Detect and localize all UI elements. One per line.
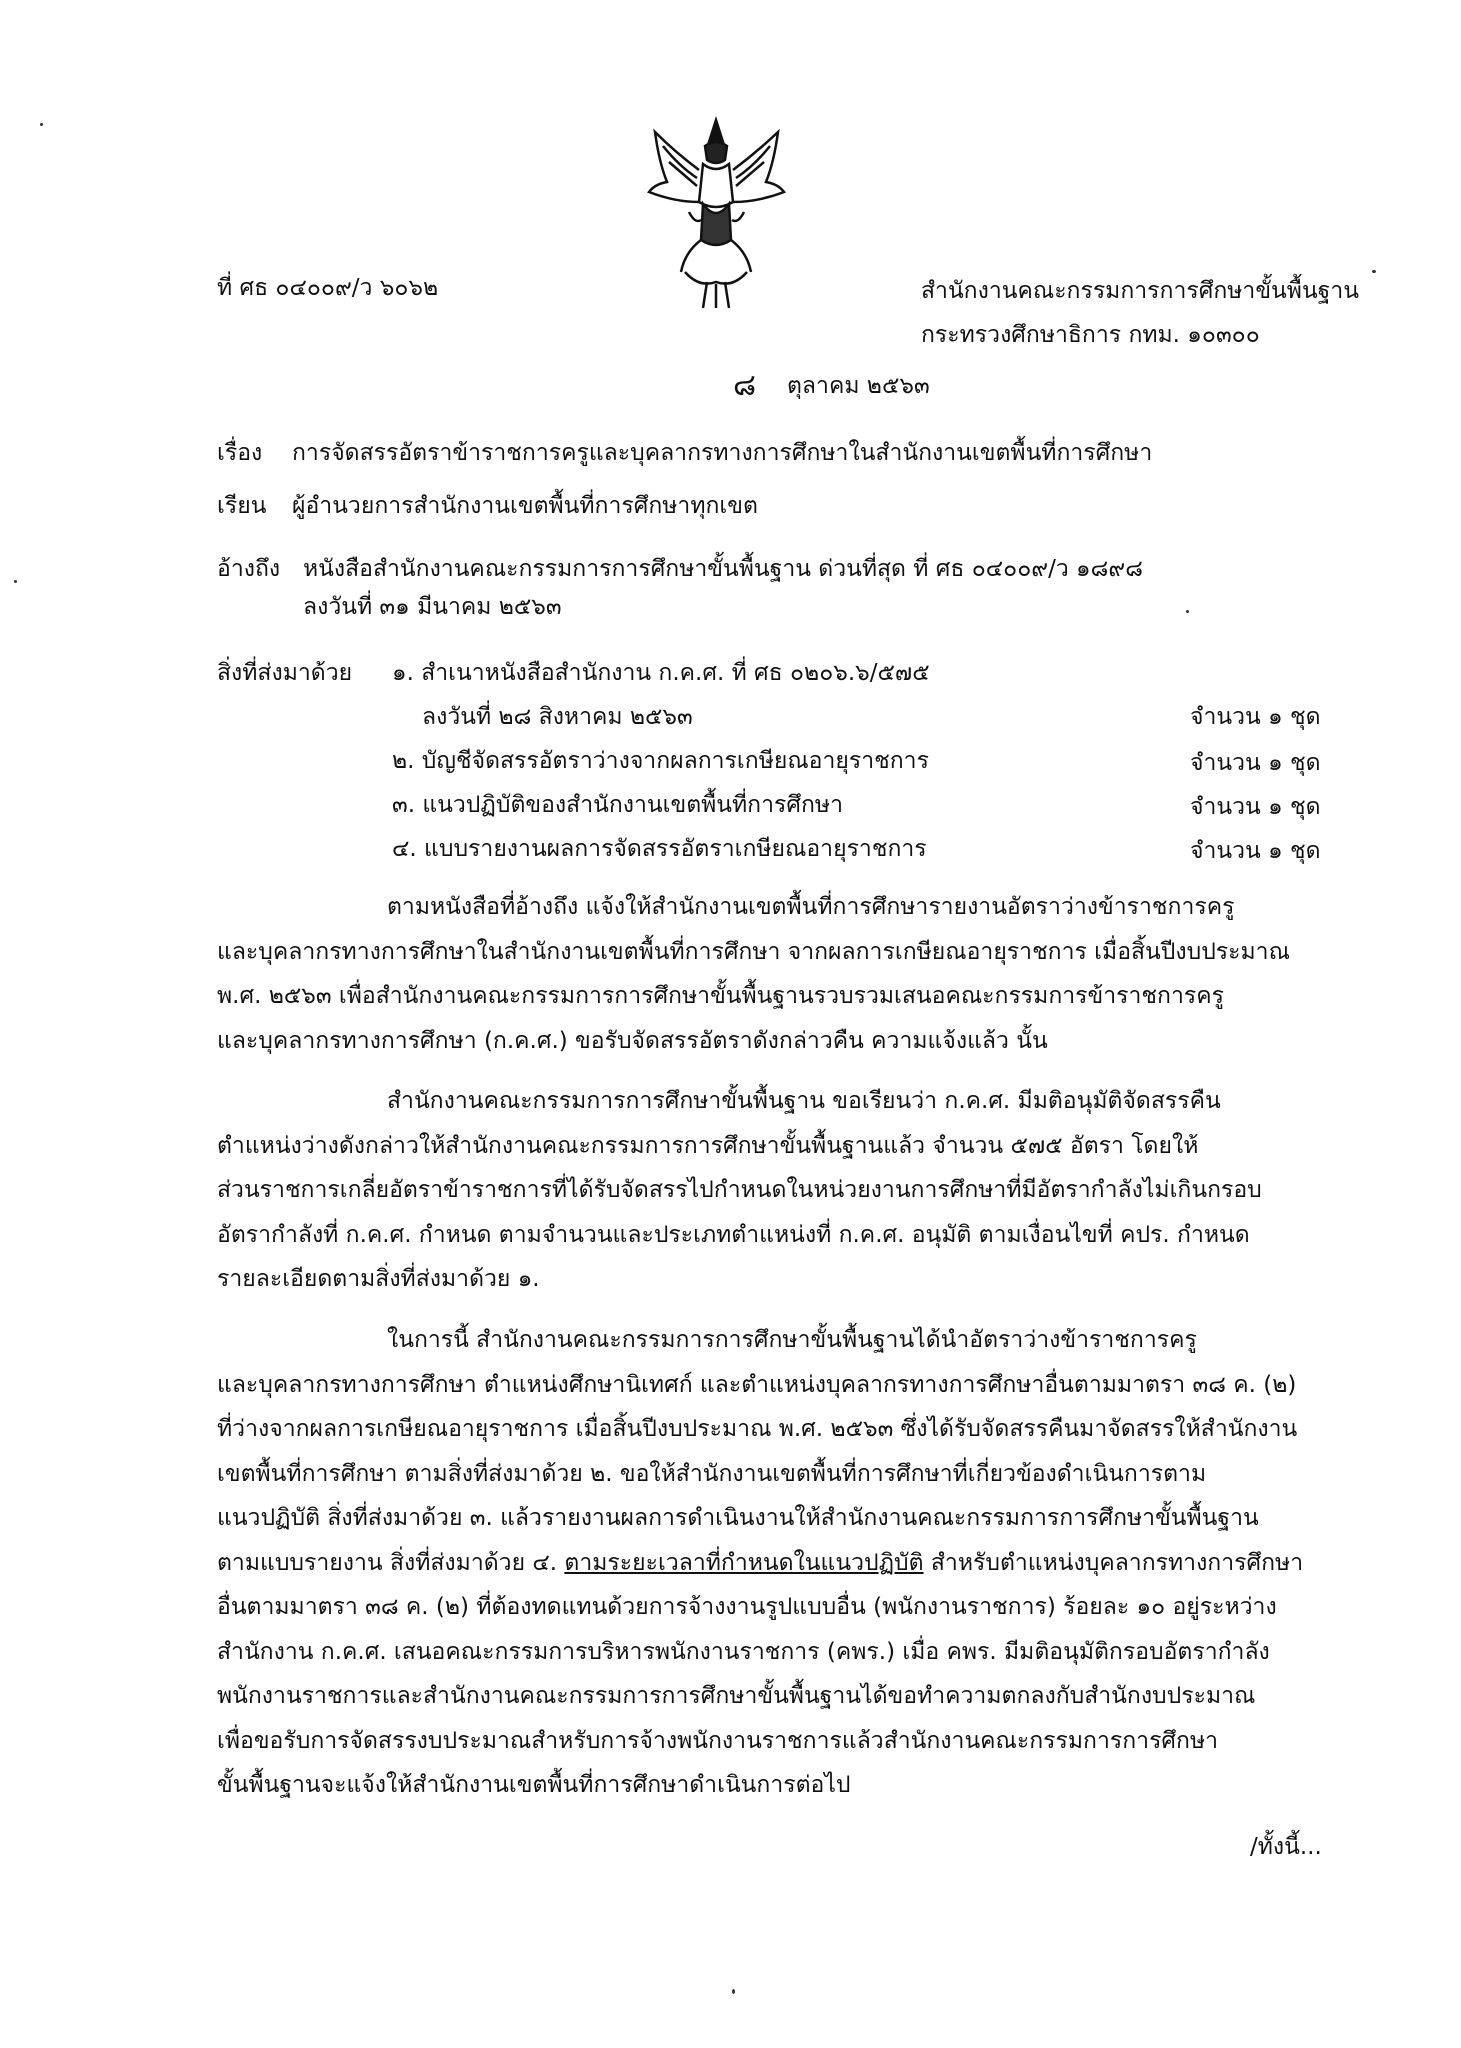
paragraph-2 <box>217 1079 1332 1302</box>
scan-speck <box>1186 610 1189 613</box>
to-label: เรียน <box>217 493 267 519</box>
paragraph-3-line: ที่ว่างจากผลการเกษียณอายุราชการ เมื่อสิ้นปีงบประมาณ พ.ศ. ๒๕๖๓ ซึ่งได้รับจัดสรรคืนมาจัดสรรให้สำนักงาน <box>217 1416 1298 1442</box>
enclosure-item-3-qty: จำนวน ๑ ชุด <box>1190 794 1321 820</box>
paragraph-3-line: พนักงานราชการและสำนักงานคณะกรรมการการศึกษาขั้นพื้นฐานได้ขอทำความตกลงกับสำนักงบประมาณ <box>217 1683 1256 1709</box>
reference-line2: ลงวันที่ ๓๑ มีนาคม ๒๕๖๓ <box>303 594 562 620</box>
enclosure-item-2-qty: จำนวน ๑ ชุด <box>1190 750 1321 776</box>
scan-speck <box>732 1989 735 1994</box>
to-text: ผู้อำนวยการสำนักงานเขตพื้นที่การศึกษาทุกเขต <box>292 493 758 519</box>
paragraph-3-line: แนวปฏิบัติ สิ่งที่ส่งมาด้วย ๓. แล้วรายงานผลการดำเนินงานให้สำนักงานคณะกรรมการการศึกษาขั้นพื้นฐาน <box>217 1505 1259 1531</box>
paragraph-1-line: ตามหนังสือที่อ้างถึง แจ้งให้สำนักงานเขตพื้นที่การศึกษารายงานอัตราว่างข้าราชการครู <box>387 894 1235 920</box>
paragraph-1 <box>217 885 1332 1063</box>
enclosure-item-3: ๓. แนวปฏิบัติของสำนักงานเขตพื้นที่การศึกษา <box>392 792 843 818</box>
continuation-marker: /ทั้งนี้... <box>1250 1834 1322 1860</box>
scan-speck <box>40 123 43 126</box>
enclosure-item-1-qty: จำนวน ๑ ชุด <box>1190 704 1321 730</box>
paragraph-3-line: อื่นตามมาตรา ๓๘ ค. (๒) ที่ต้องทดแทนด้วยการจ้างงานรูปแบบอื่น (พนักงานราชการ) ร้อยละ ๑๐ อยู่ระหว่าง <box>217 1594 1277 1620</box>
date-day: ๘ <box>733 368 757 403</box>
paragraph-1-line: พ.ศ. ๒๕๖๓ เพื่อสำนักงานคณะกรรมการการศึกษาขั้นพื้นฐานรวบรวมเสนอคณะกรรมการข้าราชการครู <box>217 983 1224 1009</box>
enclosures-label: สิ่งที่ส่งมาด้วย <box>217 660 353 686</box>
paragraph-2-line: สำนักงานคณะกรรมการการศึกษาขั้นพื้นฐาน ขอเรียนว่า ก.ค.ศ. มีมติอนุมัติจัดสรรคืน <box>387 1088 1221 1114</box>
garuda-emblem-icon <box>645 112 788 312</box>
subject-text: การจัดสรรอัตราข้าราชการครูและบุคลากรทางการศึกษาในสำนักงานเขตพื้นที่การศึกษา <box>292 440 1153 466</box>
p3-underlined-deadline: ตามระยะเวลาที่กำหนดในแนวปฏิบัติ <box>564 1549 924 1576</box>
paragraph-3-line: สำนักงาน ก.ค.ศ. เสนอคณะกรรมการบริหารพนักงานราชการ (คพร.) เมื่อ คพร. มีมติอนุมัติกรอบอัตรากำลัง <box>217 1638 1270 1665</box>
p3-pre: ตามแบบรายงาน สิ่งที่ส่งมาด้วย ๔. <box>217 1549 565 1576</box>
paragraph-3-line: เพื่อขอรับการจัดสรรงบประมาณสำหรับการจ้างพนักงานราชการแล้วสำนักงานคณะกรรมการการศึกษา <box>217 1727 1219 1754</box>
paragraph-2-line: อัตรากำลังที่ ก.ค.ศ. กำหนด ตามจำนวนและประเภทตำแหน่งที่ ก.ค.ศ. อนุมัติ ตามเงื่อนไขที่ คปร. กำหนด <box>217 1221 1250 1248</box>
ref-number: ที่ ศธ ๐๔๐๐๙/ว ๖๐๖๒ <box>217 275 439 301</box>
reference-label: อ้างถึง <box>217 556 281 582</box>
date-month-year: ตุลาคม ๒๕๖๓ <box>787 373 930 399</box>
p3-post: สำหรับตำแหน่งบุคลากรทางการศึกษา <box>923 1549 1304 1576</box>
paragraph-1-line: และบุคลากรทางการศึกษาในสำนักงานเขตพื้นที่การศึกษา จากผลการเกษียณอายุราชการ เมื่อสิ้นปีงบประมาณ <box>217 938 1290 965</box>
paragraph-2-line: ตำแหน่งว่างดังกล่าวให้สำนักงานคณะกรรมการการศึกษาขั้นพื้นฐานแล้ว จำนวน ๕๗๕ อัตรา โดยให้ <box>217 1132 1199 1159</box>
office-name: สำนักงานคณะกรรมการการศึกษาขั้นพื้นฐาน <box>921 278 1359 304</box>
paragraph-3-line: เขตพื้นที่การศึกษา ตามสิ่งที่ส่งมาด้วย ๒. ขอให้สำนักงานเขตพื้นที่การศึกษาที่เกี่ยวข้องดำเนินการตาม <box>217 1460 1207 1487</box>
paragraph-3 <box>217 1318 1332 1808</box>
scan-speck <box>1372 270 1376 273</box>
office-address: กระทรวงศึกษาธิการ กทม. ๑๐๓๐๐ <box>921 322 1260 348</box>
enclosure-item-1-date: ลงวันที่ ๒๘ สิงหาคม ๒๕๖๓ <box>422 704 693 730</box>
paragraph-3-line: ในการนี้ สำนักงานคณะกรรมการการศึกษาขั้นพื้นฐานได้นำอัตราว่างข้าราชการครู <box>387 1327 1197 1353</box>
scan-speck <box>14 580 17 583</box>
enclosure-item-4: ๔. แบบรายงานผลการจัดสรรอัตราเกษียณอายุราชการ <box>392 836 927 862</box>
paragraph-1-line: และบุคลากรทางการศึกษา (ก.ค.ศ.) ขอรับจัดสรรอัตราดังกล่าวคืน ความแจ้งแล้ว นั้น <box>217 1027 1048 1054</box>
paragraph-2-line: รายละเอียดตามสิ่งที่ส่งมาด้วย ๑. <box>217 1266 540 1292</box>
paragraph-3-line-6 <box>217 1541 1332 1586</box>
enclosure-item-4-qty: จำนวน ๑ ชุด <box>1190 838 1321 864</box>
reference-line1: หนังสือสำนักงานคณะกรรมการการศึกษาขั้นพื้นฐาน ด่วนที่สุด ที่ ศธ ๐๔๐๐๙/ว ๑๘๙๘ <box>303 556 1143 582</box>
subject-label: เรื่อง <box>217 440 263 466</box>
paragraph-3-line: ขั้นพื้นฐานจะแจ้งให้สำนักงานเขตพื้นที่การศึกษาดำเนินการต่อไป <box>217 1772 851 1798</box>
paragraph-2-line: ส่วนราชการเกลี่ยอัตราข้าราชการที่ได้รับจัดสรรไปกำหนดในหน่วยงานการศึกษาที่มีอัตรากำลังไม่เกินกรอบ <box>217 1177 1262 1203</box>
enclosure-item-2: ๒. บัญชีจัดสรรอัตราว่างจากผลการเกษียณอายุราชการ <box>392 748 929 774</box>
paragraph-3-line: และบุคลากรทางการศึกษา ตำแหน่งศึกษานิเทศก์ และตำแหน่งบุคลากรทางการศึกษาอื่นตามมาตรา ๓๘ ค. (๒) <box>217 1371 1297 1398</box>
enclosure-item-1: ๑. สำเนาหนังสือสำนักงาน ก.ค.ศ. ที่ ศธ ๐๒๐๖.๖/๕๗๕ <box>392 660 930 686</box>
